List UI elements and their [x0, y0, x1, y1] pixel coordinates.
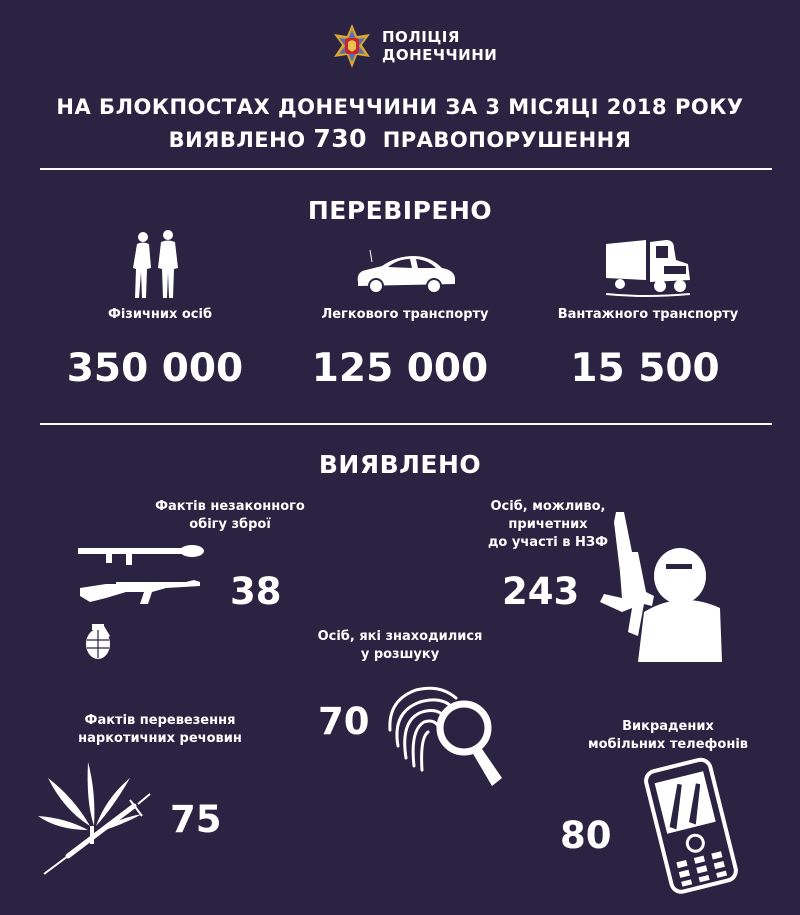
headline-line-1: НА БЛОКПОСТАХ ДОНЕЧЧИНИ ЗА 3 МІСЯЦІ 2018 РОКУ — [56, 95, 744, 119]
illegal-label-line-1: Осіб, можливо, — [490, 499, 606, 514]
checked-value-people: 350 000 — [66, 346, 244, 391]
headline-suffix: ПРАВОПОРУШЕННЯ — [382, 128, 632, 152]
mobile-phone-icon — [630, 756, 750, 896]
cannabis-syringe-icon — [38, 762, 162, 878]
weapons-value: 38 — [230, 570, 282, 613]
illegal-value: 243 — [502, 570, 580, 613]
people-icon — [127, 228, 187, 300]
headline-number: 730 — [313, 124, 368, 153]
drugs-label — [50, 712, 270, 748]
weapons-icon — [76, 540, 216, 662]
illegal-label — [478, 498, 618, 552]
drugs-label-line-1: Фактів перевезення — [84, 713, 236, 728]
checked-label-people: Фізичних осіб — [107, 307, 213, 322]
drugs-label-line-2: наркотичних речовин — [78, 731, 242, 746]
weapons-label-line-1: Фактів незаконного — [155, 499, 305, 514]
found-title: ВИЯВЛЕНО — [318, 450, 482, 479]
drugs-value: 75 — [170, 798, 222, 841]
phones-label-line-2: мобільних телефонів — [587, 737, 749, 752]
illegal-label-line-2: причетних — [508, 517, 588, 532]
wanted-value: 70 — [318, 700, 370, 743]
phones-value: 80 — [560, 814, 612, 857]
logo-line-1: ПОЛІЦІЯ — [382, 28, 460, 46]
headline-prefix: ВИЯВЛЕНО — [168, 128, 306, 152]
checked-value-trucks: 15 500 — [570, 346, 720, 391]
checked-label-cars: Легкового транспорту — [321, 307, 489, 322]
illegal-label-line-3: до участі в НЗФ — [487, 535, 609, 550]
logo-line-2: ДОНЕЧЧИНИ — [382, 46, 498, 64]
armed-man-icon — [598, 512, 728, 662]
weapons-label — [130, 498, 330, 534]
wanted-label-line-2: у розшуку — [360, 647, 440, 662]
truck-icon — [604, 236, 692, 300]
car-icon — [352, 248, 458, 296]
police-badge-icon — [330, 22, 374, 70]
fingerprint-magnifier-icon — [380, 676, 510, 792]
phones-label — [568, 718, 768, 754]
checked-value-cars: 125 000 — [311, 346, 489, 391]
wanted-label — [300, 628, 500, 664]
checked-title: ПЕРЕВІРЕНО — [307, 196, 493, 225]
wanted-label-line-1: Осіб, які знаходилися — [317, 629, 483, 644]
police-logo — [330, 22, 374, 70]
weapons-label-line-2: обігу зброї — [189, 517, 271, 532]
logo-text — [382, 28, 497, 64]
checked-label-trucks: Вантажного транспорту — [557, 307, 739, 322]
divider-middle — [40, 423, 772, 425]
phones-label-line-1: Викрадених — [622, 719, 714, 734]
divider-top — [40, 168, 772, 170]
headline-line-2 — [0, 124, 800, 153]
